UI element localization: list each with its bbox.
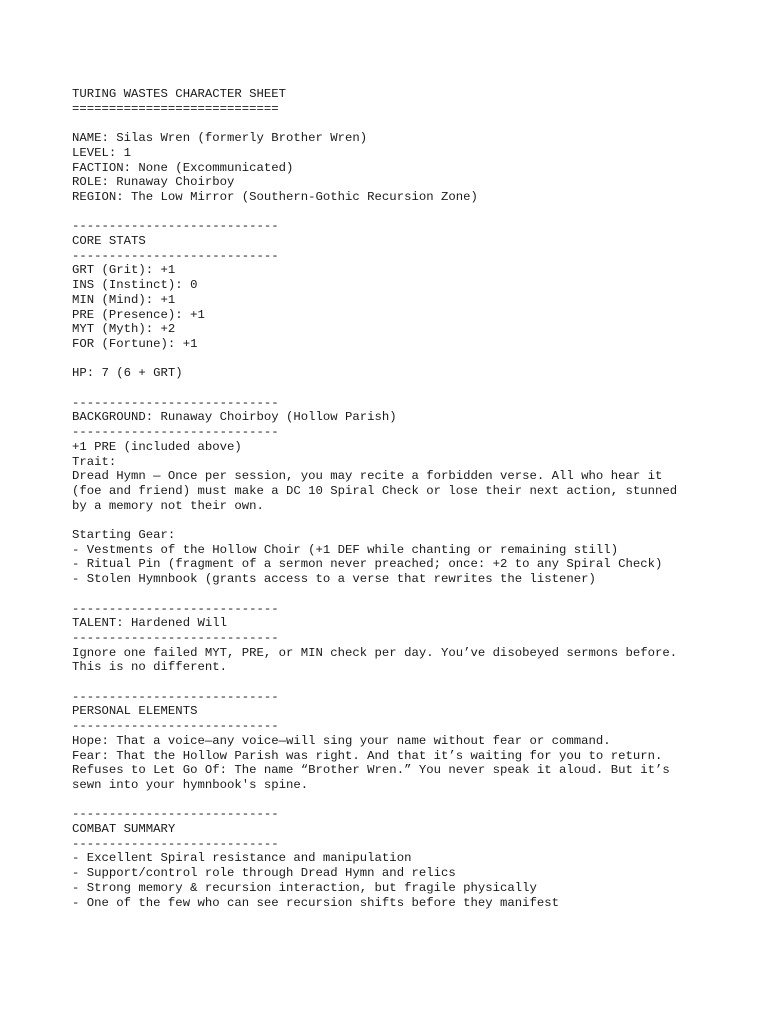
hp-field: HP: 7 (6 + GRT) [72, 366, 183, 381]
stat-grit: GRT (Grit): +1 [72, 263, 176, 278]
stat-mind: MIN (Mind): +1 [72, 292, 176, 307]
section-rule: ---------------------------- [72, 689, 279, 704]
gear-item: - Ritual Pin (fragment of a sermon never preached; once: +2 to any Spiral Check) [72, 557, 663, 572]
section-rule: ---------------------------- [72, 630, 279, 645]
blank-line [72, 675, 732, 690]
blank-line [72, 116, 732, 131]
personal-heading: PERSONAL ELEMENTS [72, 704, 198, 719]
section-rule: ---------------------------- [72, 719, 279, 734]
section-rule: ---------------------------- [72, 601, 279, 616]
personal-refuses: Refuses to Let Go Of: The name “Brother Wren.” You never speak it aloud. But it’s [72, 763, 670, 778]
section-rule: ---------------------------- [72, 219, 279, 234]
faction-field: FACTION: None (Excommunicated) [72, 160, 294, 175]
blank-line [72, 513, 732, 528]
combat-item: - Support/control role through Dread Hymn and relics [72, 866, 456, 881]
blank-line [72, 352, 732, 367]
section-rule: ---------------------------- [72, 395, 279, 410]
personal-hope: Hope: That a voice—any voice—will sing your name without fear or command. [72, 733, 611, 748]
personal-refuses-cont: sewn into your hymnbook's spine. [72, 777, 309, 792]
region-field: REGION: The Low Mirror (Southern-Gothic Recursion Zone) [72, 189, 478, 204]
blank-line [72, 587, 732, 602]
title-rule: ============================ [72, 101, 279, 116]
section-rule: ---------------------------- [72, 425, 279, 440]
blank-line [72, 381, 732, 396]
stat-instinct: INS (Instinct): 0 [72, 278, 198, 293]
sheet-title: TURING WASTES CHARACTER SHEET [72, 87, 287, 101]
talent-text-line: This is no different. [72, 660, 227, 675]
gear-item: - Vestments of the Hollow Choir (+1 DEF while chanting or remaining still) [72, 542, 619, 557]
trait-text-line: by a memory not their own. [72, 498, 264, 513]
blank-line [72, 205, 732, 220]
core-stats-heading: CORE STATS [72, 234, 146, 248]
trait-text-line: Dread Hymn — Once per session, you may recite a forbidden verse. All who hear it [72, 469, 663, 484]
personal-fear: Fear: That the Hollow Parish was right. And that it’s waiting for you to return. [72, 748, 663, 763]
talent-text-line: Ignore one failed MYT, PRE, or MIN check per day. You’ve disobeyed sermons before. [72, 645, 678, 660]
name-field: NAME: Silas Wren (formerly Brother Wren) [72, 131, 368, 146]
section-rule: ---------------------------- [72, 836, 279, 851]
stat-presence: PRE (Presence): +1 [72, 307, 205, 322]
section-rule: ---------------------------- [72, 807, 279, 822]
character-sheet [72, 87, 732, 910]
level-field: LEVEL: 1 [72, 145, 132, 160]
combat-item: - Excellent Spiral resistance and manipulation [72, 851, 412, 866]
background-heading: BACKGROUND: Runaway Choirboy (Hollow Parish) [72, 410, 397, 425]
combat-heading: COMBAT SUMMARY [72, 822, 176, 837]
gear-label: Starting Gear: [72, 528, 176, 543]
combat-item: - Strong memory & recursion interaction, but fragile physically [72, 880, 537, 895]
trait-text-line: (foe and friend) must make a DC 10 Spiral Check or lose their next action, stunned [72, 483, 678, 498]
trait-label: Trait: [72, 454, 117, 469]
stat-fortune: FOR (Fortune): +1 [72, 336, 198, 351]
stat-myth: MYT (Myth): +2 [72, 322, 176, 337]
role-field: ROLE: Runaway Choirboy [72, 175, 235, 190]
combat-item: - One of the few who can see recursion shifts before they manifest [72, 895, 560, 910]
section-rule: ---------------------------- [72, 248, 279, 263]
talent-heading: TALENT: Hardened Will [72, 616, 227, 631]
gear-item: - Stolen Hymnbook (grants access to a verse that rewrites the listener) [72, 572, 596, 587]
blank-line [72, 793, 732, 808]
background-bonus: +1 PRE (included above) [72, 439, 242, 454]
